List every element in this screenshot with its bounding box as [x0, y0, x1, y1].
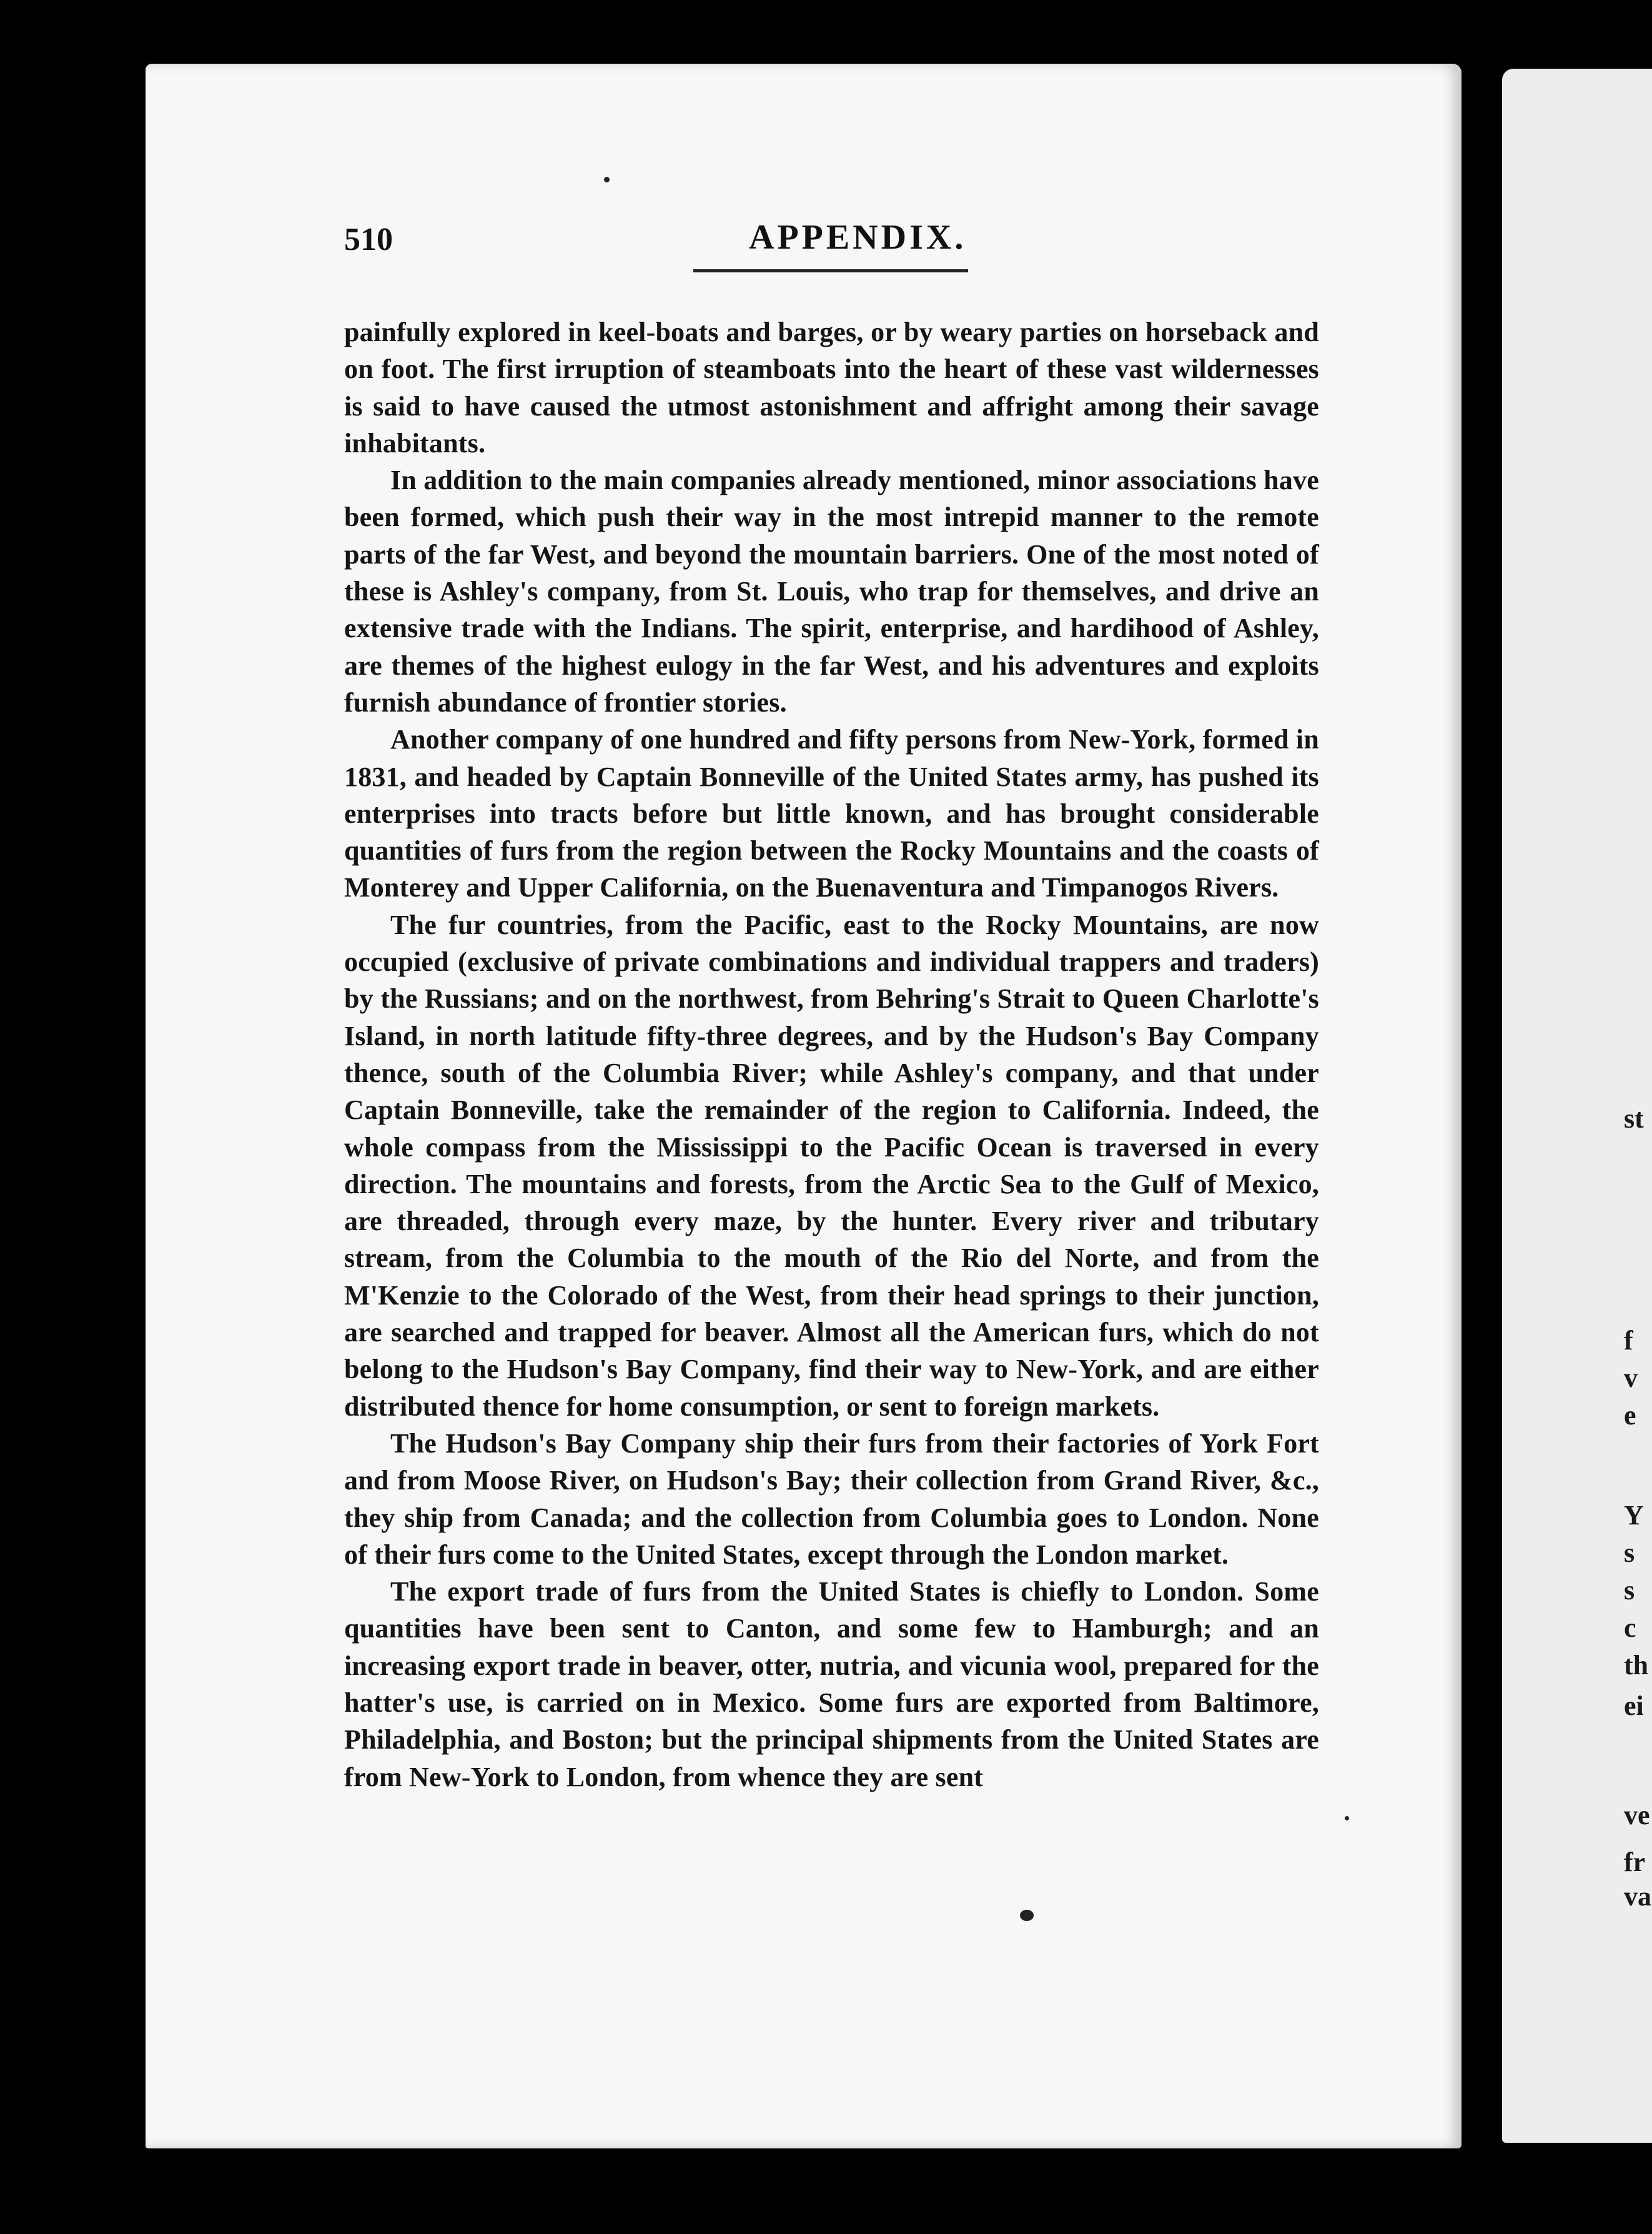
facing-page-fragment: th	[1624, 1650, 1649, 1680]
facing-page-fragment: s	[1624, 1537, 1635, 1568]
paragraph-4: The fur countries, from the Pacific, east to the Rocky Mountains, are now occupied (exclusive of private combinations and individual trappers and traders) by the Russians; and on the northwest, from Behring's Strait to Queen Charlotte's Island, in north latitude fifty-three degrees, and by the Hudson's Bay Company thence, south of the Columbia River; while Ashley's company, and that under Captain Bonneville, take the remainder of the region to California. Indeed, the whole compass from the Mississippi to the Pacific Ocean is traversed in every direction. The mountains and forests, from the Arctic Sea to the Gulf of Mexico, are threaded, through every maze, by the hunter. Every river and tributary stream, from the Columbia to the mouth of the Rio del Norte, and from the M'Kenzie to the Colorado of the West, from their head springs to their junction, are searched and trapped for beaver. Almost all the American furs, which do not belong to the Hudson's Bay Company, find their way to New-York, and are either distributed thence for home consumption, or sent to foreign markets.	[344, 909, 1319, 1422]
facing-page-fragment: s	[1624, 1575, 1635, 1606]
paragraph-2: In addition to the main companies already mentioned, minor associations have been formed, which push their way in the most intrepid manner to the remote parts of the far West, and beyond the mountain barriers. One of the most noted of these is Ashley's company, from St. Louis, who trap for themselves, and drive an extensive trade with the Indians. The spirit, enterprise, and hardihood of Ashley, are themes of the highest eulogy in the far West, and his adventures and exploits furnish abundance of frontier stories.	[344, 465, 1319, 718]
facing-page-fragment: e	[1624, 1400, 1636, 1431]
facing-page-fragment: fr	[1624, 1847, 1646, 1877]
ink-speck	[1345, 1816, 1349, 1820]
facing-page-fragment: f	[1624, 1325, 1633, 1356]
facing-page-fragment: st	[1624, 1103, 1644, 1134]
page-number: 510	[344, 222, 393, 257]
header-rule	[693, 269, 968, 272]
paragraph-6: The export trade of furs from the United States is chiefly to London. Some quantities have been sent to Canton, and some few to Hamburgh; and an increasing export trade in beaver, otter, nutria, and vicunia wool, prepared for the hatter's use, is carried on in Mexico. Some furs are exported from Baltimore, Philadelphia, and Boston; but the principal shipments from the United States are from New-York to London, from whence they are sent	[344, 1576, 1319, 1792]
paragraph-1: painfully explored in keel-boats and barges, or by weary parties on horseback and on foot. The first irruption of steamboats into the heart of these vast wildernesses is said to have caused the utmost astonishment and affright among their savage inhabitants.	[344, 317, 1319, 459]
ink-blot	[1020, 1910, 1034, 1921]
running-head: APPENDIX.	[749, 218, 967, 257]
facing-page-fragment: va	[1624, 1881, 1651, 1912]
paragraph-3: Another company of one hundred and fifty persons from New-York, formed in 1831, and headed by Captain Bonneville of the United States army, has pushed its enterprises into tracts before but little known, and has brought considerable quantities of furs from the region between the Rocky Mountains and the coasts of Monterey and Upper California, on the Buenaventura and Timpanogos Rivers.	[344, 724, 1319, 903]
page-header	[344, 216, 1319, 266]
facing-page-fragment: c	[1624, 1612, 1636, 1643]
facing-page-edge	[1502, 69, 1652, 2143]
body-text	[344, 314, 1319, 1795]
facing-page-fragment: Y	[1624, 1500, 1644, 1531]
facing-page-fragment: ei	[1624, 1690, 1644, 1721]
ink-speck	[604, 177, 610, 182]
facing-page-fragment: ve	[1624, 1800, 1650, 1830]
facing-page-fragment: v	[1624, 1363, 1638, 1393]
paragraph-5: The Hudson's Bay Company ship their furs from their factories of York Fort and from Moose River, on Hudson's Bay; their collection from Grand River, &c., they ship from Canada; and the collection from Columbia goes to London. None of their furs come to the United States, except through the London market.	[344, 1427, 1319, 1570]
